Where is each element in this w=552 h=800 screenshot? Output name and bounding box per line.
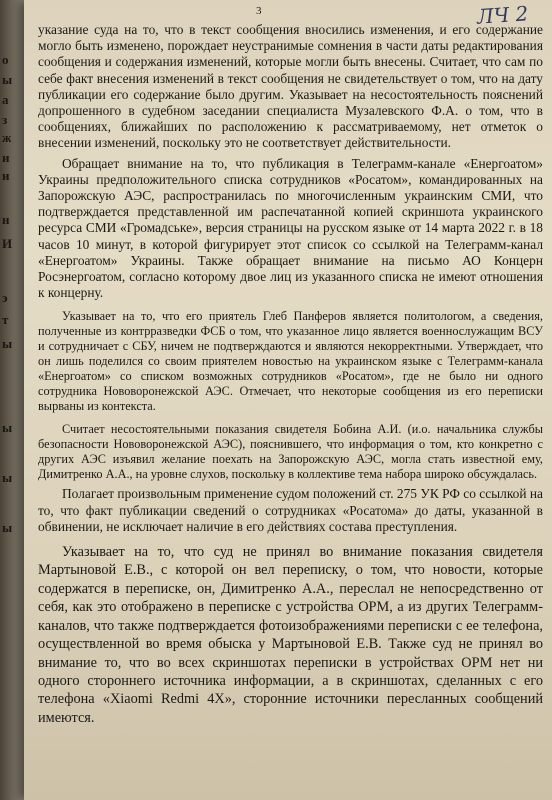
- page-number: 3: [256, 5, 262, 17]
- underlying-text-fragment: ы: [2, 420, 13, 435]
- underlying-text-fragment: и: [2, 168, 10, 183]
- underlying-text-fragment: ы: [2, 336, 13, 351]
- document-page: [24, 0, 552, 800]
- underlying-text-fragment: ы: [2, 520, 13, 535]
- underlying-text-fragment: з: [2, 112, 8, 127]
- underlying-text-fragment: э: [2, 290, 8, 305]
- underlying-text-fragment: И: [2, 236, 13, 251]
- paragraph-4: Считает несостоятельными показания свидетеля Бобина А.И. (и.о. начальника службы безопасности Нововоронежской АЭС), пояснившего, что информация о том, кто конкретно с других АЭС изъявил желание поехать на Запорожскую АЭС, могла стать известной ему, Димитренко А.А., на уровне слухов, поскольку в коллективе тема набора широко обсуждалась.: [38, 422, 543, 482]
- paragraph-5: Полагает произвольным применение судом положений ст. 275 УК РФ со ссылкой на то, что факт публикации сведений о сотрудниках «Росатома» до даты, указанной в обвинении, не исключает наличие в его действиях состава преступления.: [38, 486, 543, 534]
- underlying-text-fragment: ы: [2, 470, 13, 485]
- paragraph-3: Указывает на то, что его приятель Глеб Панферов является политологом, а сведения, полученные из контрразведки ФСБ о том, что указанное лицо является военнослужащим ВСУ и сотрудничает с СБУ, ничем не подтверждаются и являются некорректными. Утверждает, что он лишь поделился со своим приятелем новостью на украинском языке с Телеграмм-канала «Енергоатом» со списком возможных сотрудников «Росатом», где не было ни одного сотрудника Нововоронежской АЭС. Отмечает, что некоторые сообщения из его переписки вырваны из контекста.: [38, 309, 543, 414]
- underlying-text-fragment: о: [2, 52, 9, 67]
- underlying-text-fragment: ж: [2, 130, 12, 145]
- paragraph-6: Указывает на то, что суд не принял во внимание показания свидетеля Мартыновой Е.В., с которой он вел переписку, о том, что новости, которые содержатся в переписке, он, Димитренко А.А., переслал не непосредственно от себя, как это отображено в переписке с устройства ОРМ, а из других Телеграмм-каналов, что также подтверждается фотоизображениями переписки с ее телефона, осуществленной во время обыска у Мартыновой Е.В. Также суд не принял во внимание то, что во всех скриншотах переписки в устройствах ОРМ нет ни одного стороннего источника информации, а в скриншотах, сделанных с его телефона «Xiaomi Redmi 4X», сторонние источники пересланных сообщений имеются.: [38, 544, 543, 726]
- handwritten-page-mark: ЛЧ 2: [475, 1, 529, 29]
- document-body: [38, 22, 543, 728]
- underlying-text-fragment: н: [2, 212, 10, 227]
- underlying-text-fragment: а: [2, 92, 9, 107]
- underlying-text-fragment: ы: [2, 72, 13, 87]
- underlying-text-fragment: и: [2, 150, 10, 165]
- underlying-text-fragment: т: [2, 312, 9, 327]
- paragraph-1: указание суда на то, что в текст сообщения вносились изменения, и его содержание могло быть изменено, порождает неустранимые сомнения в части даты редактирования сообщения и содержания изменений, которые могли быть внесены. Считает, что сам по себе факт внесения изменений в текст сообщения не свидетельствует о том, что на дату публикации его содержание было другим. Указывает на несостоятельность пояснений допрошенного в судебном заседании специалиста Музалевского Ф.А. о том, что в сообщениях, ближайших по расположению к рассматриваемому, нет отметок о внесении изменений, поскольку это не соответствует действительности.: [38, 22, 543, 151]
- paragraph-2: Обращает внимание на то, что публикация в Телеграмм-канале «Енергоатом» Украины предположительного списка сотрудников «Росатом», командированных на Запорожскую АЭС, распространилась по многочисленным украинским СМИ, что подтверждается представленной им распечатанной копией скриншота украинского ресурса СМИ «Громадське», версия страницы на русском языке от 14 марта 2022 г. в 18 часов 10 минут, в которой фигурирует этот список со ссылкой на Телеграмм-канал «Енергоатом» Украины. Также обращает внимание на письмо АО Концерн Росэнергоатом, согласно которому двое лиц из указанного списка не имеют отношения к концерну.: [38, 155, 543, 301]
